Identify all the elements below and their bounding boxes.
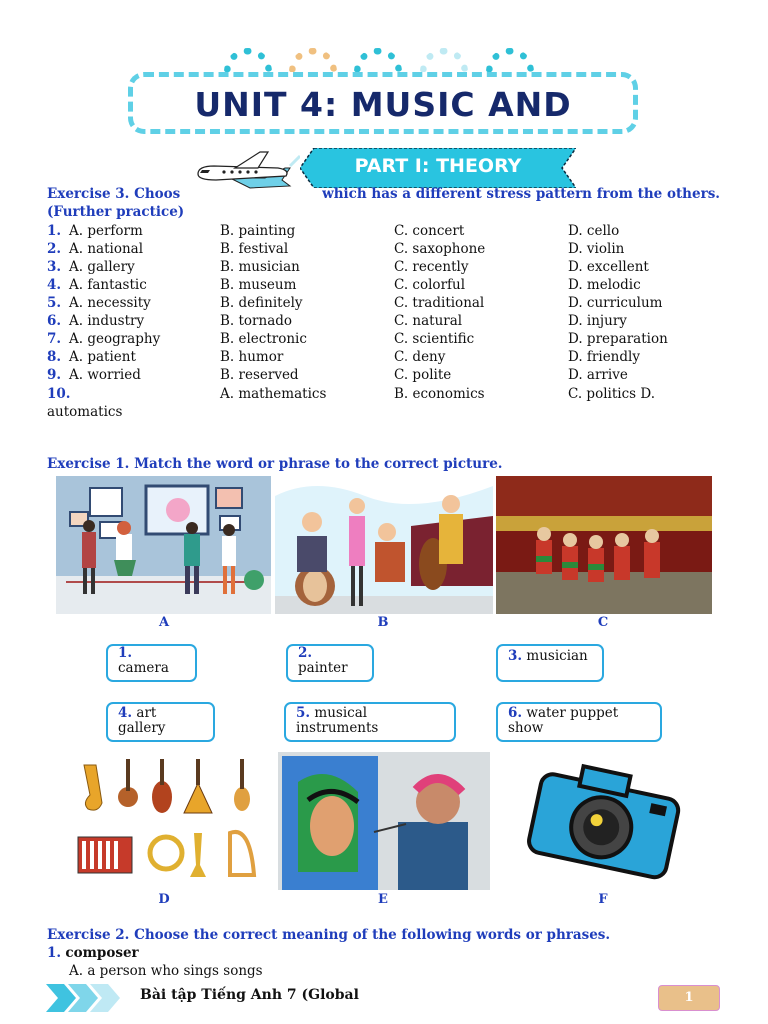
- exercise3-row: [47, 366, 727, 384]
- option-text: camera: [118, 660, 169, 676]
- option-c: B. economics: [394, 386, 485, 402]
- option-a: A. worried: [69, 367, 141, 383]
- question-number: 10.: [47, 386, 71, 402]
- exercise2-option-a: A. a person who sings songs: [69, 963, 263, 979]
- match-option-box: [496, 644, 604, 682]
- picture-instruments: [70, 755, 260, 890]
- picture-label-d: D: [158, 892, 170, 907]
- exercise3-row: [47, 294, 727, 312]
- option-b: B. electronic: [220, 331, 307, 347]
- option-d: D. injury: [568, 313, 627, 329]
- option-number: 3.: [508, 648, 523, 664]
- option-a: A. necessity: [69, 295, 151, 311]
- option-b: B. reserved: [220, 367, 299, 383]
- question-number: 9.: [47, 367, 62, 383]
- page-number-badge: 1: [658, 985, 720, 1011]
- option-wrap-text: automatics: [47, 404, 123, 420]
- option-b: B. festival: [220, 241, 289, 257]
- option-a: A. patient: [69, 349, 136, 365]
- exercise3-row: [47, 258, 727, 276]
- match-option-box: [286, 644, 374, 682]
- picture-label-a: A: [158, 615, 170, 630]
- question-number: 1.: [47, 945, 62, 961]
- option-a: A. geography: [69, 331, 161, 347]
- option-number: 2.: [298, 645, 313, 661]
- unit-title-box: [128, 72, 638, 134]
- footer-text: Bài tập Tiếng Anh 7 (Global: [140, 987, 359, 1003]
- option-d: D. violin: [568, 241, 625, 257]
- option-d: D. preparation: [568, 331, 668, 347]
- picture-label-f: F: [598, 892, 608, 907]
- option-b: A. mathematics: [220, 386, 327, 402]
- option-b: B. humor: [220, 349, 284, 365]
- question-number: 6.: [47, 313, 62, 329]
- picture-art-gallery: [56, 476, 271, 614]
- part-title: PART I: THEORY: [354, 155, 522, 177]
- option-b: B. definitely: [220, 295, 303, 311]
- option-a: A. national: [69, 241, 144, 257]
- option-d: D. arrive: [568, 367, 628, 383]
- picture-label-e: E: [378, 892, 388, 907]
- option-c: C. recently: [394, 259, 469, 275]
- picture-painter: [278, 752, 490, 890]
- option-text: painter: [298, 660, 348, 676]
- match-option-box: [284, 702, 456, 742]
- exercise1-title: Exercise 1. Match the word or phrase to the correct picture.: [47, 456, 503, 472]
- exercise3-row: [47, 348, 727, 366]
- exercise3-row: [47, 240, 727, 258]
- picture-camera: [520, 762, 690, 886]
- option-number: 4.: [118, 705, 133, 721]
- part-banner-shape: [300, 148, 576, 188]
- match-option-box: [106, 644, 197, 682]
- question-word: composer: [65, 945, 139, 961]
- question-number: 7.: [47, 331, 62, 347]
- exercise3-row: [47, 222, 727, 240]
- picture-water-puppets: [496, 476, 712, 614]
- exercise3-row: [47, 276, 727, 294]
- picture-label-b: B: [377, 615, 389, 630]
- option-c: C. deny: [394, 349, 446, 365]
- option-c: C. scientific: [394, 331, 475, 347]
- option-text: musician: [526, 648, 588, 664]
- exercise2-item: [47, 945, 139, 961]
- question-number: 5.: [47, 295, 62, 311]
- match-option-box: [106, 702, 215, 742]
- exercise3-subtitle: (Further practice): [47, 204, 185, 220]
- option-c: C. concert: [394, 223, 465, 239]
- option-b: B. painting: [220, 223, 296, 239]
- option-c: C. polite: [394, 367, 452, 383]
- picture-musicians: [275, 476, 493, 614]
- option-a: A. perform: [69, 223, 143, 239]
- picture-label-c: C: [597, 615, 609, 630]
- option-b: B. tornado: [220, 313, 293, 329]
- exercise3-row: [47, 312, 727, 330]
- option-d: D. friendly: [568, 349, 640, 365]
- footer-arrows-icon: [46, 984, 126, 1012]
- option-d: D. excellent: [568, 259, 649, 275]
- exercise3-title-end: which has a different stress pattern from the others.: [322, 186, 720, 202]
- option-text: art gallery: [118, 705, 166, 736]
- option-b: B. musician: [220, 259, 300, 275]
- option-c: C. traditional: [394, 295, 485, 311]
- option-number: 1.: [118, 645, 133, 661]
- exercise3-title-start: Exercise 3. Choos: [47, 186, 181, 202]
- option-d: D. melodic: [568, 277, 641, 293]
- option-b: B. museum: [220, 277, 297, 293]
- option-c: C. natural: [394, 313, 463, 329]
- option-d: D. cello: [568, 223, 620, 239]
- option-c: C. colorful: [394, 277, 466, 293]
- question-number: 2.: [47, 241, 62, 257]
- option-number: 6.: [508, 705, 523, 721]
- exercise2-title: Exercise 2. Choose the correct meaning of the following words or phrases.: [47, 927, 611, 943]
- question-number: 1.: [47, 223, 62, 239]
- unit-title: UNIT 4: MUSIC AND: [194, 85, 572, 124]
- option-a: A. gallery: [69, 259, 135, 275]
- option-number: 5.: [296, 705, 311, 721]
- option-d: C. politics D.: [568, 386, 655, 402]
- option-text: water puppet show: [508, 705, 619, 736]
- option-d: D. curriculum: [568, 295, 663, 311]
- option-a: A. industry: [69, 313, 145, 329]
- exercise3-row: [47, 330, 727, 348]
- question-number: 8.: [47, 349, 62, 365]
- option-a: A. fantastic: [69, 277, 147, 293]
- question-number: 3.: [47, 259, 62, 275]
- match-option-box: [496, 702, 662, 742]
- question-number: 4.: [47, 277, 62, 293]
- exercise3-row-wrap: [47, 403, 727, 421]
- option-c: C. saxophone: [394, 241, 486, 257]
- exercise3-row: [47, 385, 727, 403]
- option-text: musical instruments: [296, 705, 379, 736]
